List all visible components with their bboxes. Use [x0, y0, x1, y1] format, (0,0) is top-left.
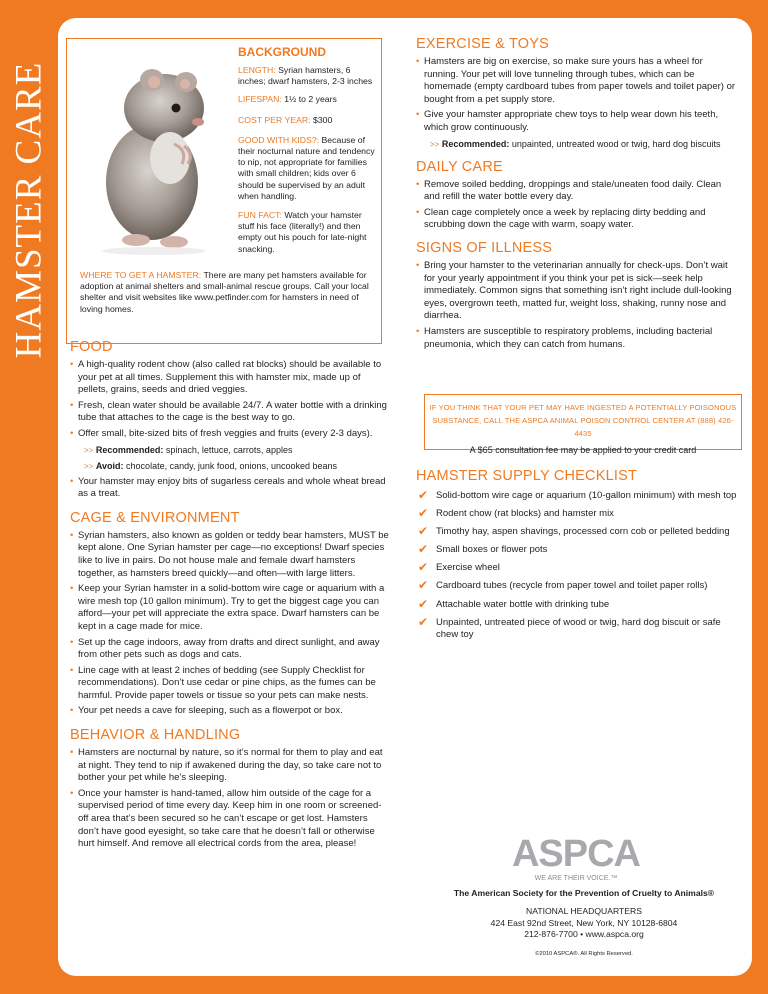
list-item: • A high-quality rodent chow (also called rat blocks) should be available to your pet at all times. Supplement this with hamster mix, made up of pellets, grains, seeds and dried veggies. — [70, 359, 382, 396]
list-item: • Set up the cage indoors, away from drafts and direct sunlight, and away from other pets such as dogs and cats. — [70, 636, 380, 661]
list-item: • Your hamster may enjoy bits of sugarless cereals and whole wheat bread as a treat. — [70, 475, 386, 500]
exercise-heading: EXERCISE & TOYS — [416, 36, 550, 52]
list-item: • Keep your Syrian hamster in a solid-bottom wire cage or aquarium with a wire mesh top (10 gallon minimum). Try to get the biggest cage you can afford—your pet will appreciate the extra space. Dwarf hamsters can be kept in a cage made for mice. — [70, 583, 385, 632]
background-heading: BACKGROUND — [238, 45, 326, 59]
food-list-2 — [70, 476, 390, 501]
kids-info — [238, 135, 378, 202]
poison-text: IF YOU THINK THAT YOUR PET MAY HAVE INGESTED A POTENTIALLY POISONOUS SUBSTANCE, CALL THE ASPCA ANIMAL POISON CONTROL CENTER AT (888) 426-4435 — [429, 403, 737, 438]
list-item: • Hamsters are nocturnal by nature, so it’s normal for them to play and eat at night. They tend to nip if awakened during the day, so take care not to bother your pet while he’s sleeping. — [70, 747, 383, 784]
check-icon: ✔ — [418, 506, 429, 521]
checklist-item: ✔ Rodent chow (rat blocks) and hamster mix — [418, 506, 614, 521]
kids-text: Because of their nocturnal nature and tendency to nip, not appropriate for families with small children; kids over 6 should be supervised by an adult when handling. — [238, 134, 375, 201]
where-to-get — [80, 270, 376, 315]
lifespan-label: LIFESPAN: — [238, 94, 282, 105]
fun-fact-label: FUN FACT: — [238, 210, 282, 221]
illness-list — [416, 260, 738, 351]
checklist-item: ✔ Solid-bottom wire cage or aquarium (10-gallon minimum) with mesh top — [418, 488, 737, 502]
copyright: ©2010 ASPCA®. All Rights Reserved. — [535, 950, 633, 957]
checklist-item: ✔ Exercise wheel — [418, 560, 500, 575]
length-label: LENGTH: — [238, 65, 276, 75]
checklist-heading: HAMSTER SUPPLY CHECKLIST — [416, 468, 638, 484]
list-item: • Hamsters are big on exercise, so make sure yours has a wheel for running. Your pet will love tunneling through tubes, which can be homemade (empty cardboard tubes from paper towels and toilet paper) or bought from a pet supply store. — [416, 56, 736, 105]
behavior-heading: BEHAVIOR & HANDLING — [70, 727, 241, 744]
footer — [426, 888, 742, 960]
address: 424 East 92nd Street, New York, NY 10128-6804 — [490, 917, 678, 928]
fun-fact-text: Watch your hamster stuff his face (literally!) and then empty out his pouch for late-night snacking. — [238, 210, 367, 254]
checklist-item: ✔ Attachable water bottle with drinking tube — [418, 596, 610, 611]
lifespan-info — [238, 94, 378, 105]
check-icon: ✔ — [418, 542, 429, 557]
illness-heading: SIGNS OF ILLNESS — [416, 239, 553, 256]
list-item: • Clean cage completely once a week by replacing dirty bedding and scrubbing down the cage with warm, soapy water. — [416, 206, 706, 231]
list-item: • Bring your hamster to the veterinarian annually for check-ups. Don’t wait for your yearly appointment if you think your pet is sick—seek help immediately. Common signs that something isn’t right include dull-looking eyes, overgrown teeth, matted fur, weight loss, shaking, runny nose and diarrhea. — [416, 259, 732, 322]
list-item: • Remove soiled bedding, droppings and stale/uneaten food daily. Clean and refill the water bottle every day. — [416, 178, 722, 203]
contact: 212-876-7700 • www.aspca.org — [524, 929, 644, 940]
list-item: • Line cage with at least 2 inches of bedding (see Supply Checklist for recommendations). Don’t use cedar or pine chips, as the fumes can be harmful. Provide paper towels or tissue so your pets can make nests. — [70, 664, 376, 701]
check-icon: ✔ — [418, 578, 429, 593]
list-item: • Your pet needs a cave for sleeping, such as a flowerpot or box. — [70, 705, 343, 717]
consultation-fee: A $65 consultation fee may be applied to your credit card — [469, 445, 697, 455]
hq-label: NATIONAL HEADQUARTERS — [526, 906, 642, 917]
exercise-recommended: >> Recommended: unpainted, untreated wood or twig, hard dog biscuits — [430, 138, 721, 149]
check-icon: ✔ — [418, 614, 429, 629]
cage-list — [70, 530, 390, 718]
food-avoid: >> Avoid: chocolate, candy, junk food, onions, uncooked beans — [84, 460, 338, 471]
checklist-item: ✔ Cardboard tubes (recycle from paper towel and toilet paper rolls) — [418, 578, 708, 593]
lifespan-text: 1½ to 2 years — [284, 94, 337, 105]
background-info — [238, 45, 378, 255]
list-item: • Once your hamster is hand-tamed, allow him outside of the cage for a supervised period of time every day. Keep him in one room or screened-off area that’s been secured so he can’t escape or get lost. Hamsters don’t have good eyesight, so take care that he doesn’t fall or otherwise hurt himself. And remove all electrical cords from the area, please! — [70, 787, 382, 850]
aspca-logo — [506, 828, 646, 884]
daily-list — [416, 179, 738, 232]
fun-fact-info — [238, 210, 378, 255]
food-list — [70, 359, 390, 441]
checklist-section — [416, 468, 738, 647]
checklist-item: ✔ Unpainted, untreated piece of wood or twig, hard dog biscuit or safe chew toy — [418, 614, 721, 641]
list-item: • Syrian hamsters, also known as golden or teddy bear hamsters, MUST be kept alone. One Syrian hamster per cage—no exceptions! Dwarf species like to live in pairs. Do not house male and female dwarf hamsters together, as hamsters breed quickly—and often—with large litters. — [70, 529, 389, 579]
check-icon: ✔ — [418, 560, 429, 575]
where-text: There are many pet hamsters available for adoption at animal shelters and small-animal rescue groups. Call your local shelter and visit websites like www.petfinder.com for hamsters in need of loving homes. — [80, 270, 369, 314]
exercise-list — [416, 56, 738, 135]
hamster-photo — [74, 46, 224, 258]
list-item: • Offer small, bite-sized bits of fresh veggies and fruits (every 2-3 days). — [70, 427, 373, 439]
checklist — [416, 490, 738, 642]
cost-text: $300 — [313, 114, 333, 125]
logo-tagline: WE ARE THEIR VOICE.™ — [534, 875, 618, 882]
page — [58, 18, 752, 976]
sidebar — [0, 0, 58, 994]
left-column — [70, 339, 390, 854]
daily-heading: DAILY CARE — [416, 158, 503, 175]
where-label: WHERE TO GET A HAMSTER: — [80, 270, 202, 280]
cost-label: COST PER YEAR: — [238, 114, 311, 125]
right-column-top — [416, 36, 738, 354]
cost-info — [238, 115, 378, 126]
checklist-item: ✔ Small boxes or flower pots — [418, 542, 548, 557]
check-icon: ✔ — [418, 524, 429, 539]
list-item: • Fresh, clean water should be available 24/7. A water bottle with a drinking tube that attaches to the cage is the best way to go. — [70, 399, 387, 424]
check-icon: ✔ — [418, 488, 429, 502]
poison-control-box — [424, 394, 742, 455]
checklist-item: ✔ Timothy hay, aspen shavings, processed corn cob or pelleted bedding — [418, 524, 730, 539]
vertical-title: HAMSTER CARE — [8, 61, 50, 359]
list-item: • Give your hamster appropriate chew toys to help wear down his teeth, which grow continuously. — [416, 109, 719, 133]
food-recommended: >> Recommended: spinach, lettuce, carrots, apples — [84, 444, 293, 455]
kids-label: GOOD WITH KIDS?: — [238, 134, 320, 145]
list-item: • Hamsters are susceptible to respiratory problems, including bacterial pneumonia, which they can catch from humans. — [416, 325, 713, 350]
check-icon: ✔ — [418, 596, 429, 611]
logo-text: ASPCA — [511, 833, 641, 875]
cage-heading: CAGE & ENVIRONMENT — [70, 509, 240, 526]
food-heading: FOOD — [70, 339, 113, 355]
behavior-list — [70, 747, 390, 851]
length-info — [238, 65, 378, 87]
length-text: Syrian hamsters, 6 inches; dwarf hamsters, 2-3 inches — [238, 65, 373, 87]
society-name: The American Society for the Prevention of Cruelty to Animals® — [453, 888, 715, 898]
